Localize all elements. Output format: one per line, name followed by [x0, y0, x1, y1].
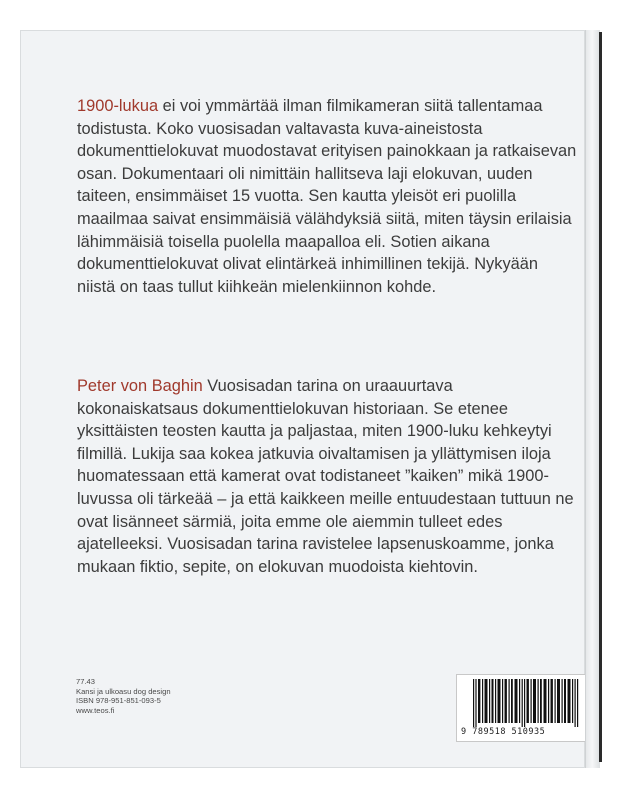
barcode-digits: 9 789518 510935: [461, 727, 546, 737]
paragraph-1-lead: 1900-lukua: [77, 97, 159, 115]
isbn-barcode: [456, 674, 590, 742]
classification-code: 77.43: [76, 677, 96, 686]
book-side-shadow: [599, 32, 602, 762]
paragraph-2-text: Vuosisadan tarina on uraauurtava kokonaiskatsaus dokumenttielokuvan historiaan. Se etenee yksittäisten teosten kautta ja paljastaa, miten 1900-luku kehkeytyi filmillä. Lukija saa kokea jatkuvia oivaltamisen ja yllättymisen iloja huomatessaan että kamerat ovat todistaneet ”kaiken” mikä 1900-luvussa oli tärkeää – ja että kaikkeen meille entuudestaan tuttuun ne ovat lisänneet särmiä, joita emme ole aiemmin tulleet edes ajatelleeksi. Vuosisadan tarina ravistelee lapsenuskoamme, jonka mukaan fiktio, sepite, on elokuvan muodoista kiehtovin.: [77, 377, 574, 576]
paragraph-2-lead: Peter von Baghin: [77, 377, 203, 395]
publisher-website: www.teos.fi: [76, 705, 115, 715]
description-paragraph-1: [77, 95, 577, 298]
isbn-number: ISBN 978-951-851-093-5: [76, 696, 161, 706]
paragraph-1-text: ei voi ymmärtää ilman filmikameran siitä tallentamaa todistusta. Koko vuosisadan valtavasta kuva-aineistosta dokumenttielokuvat muodostavat erityisen painokkaan ja ratkaisevan osan. Dokumentaari oli nimittäin hallitseva laji elokuvan, uuden taiteen, ensimmäiset 15 vuotta. Sen kautta yleisöt eri puolilla maailmaa saivat ensimmäisiä välähdyksiä siitä, miten täysin erilaisia lähimmäisiä toisella puolella maapalloa eli. Sotien aikana dokumenttielokuvat olivat elintärkeä inhimillinen tekijä. Nykyään niistä on taas tullut kiihkeän mielenkiinnon kohde.: [77, 97, 577, 296]
design-credit: Kansi ja ulkoasu dog design: [76, 686, 171, 696]
barcode-icon: [473, 679, 581, 727]
book-page-edge: [585, 30, 600, 768]
description-paragraph-2: [77, 375, 577, 578]
book-back-cover: [20, 30, 585, 768]
imprint-block: [76, 677, 171, 715]
